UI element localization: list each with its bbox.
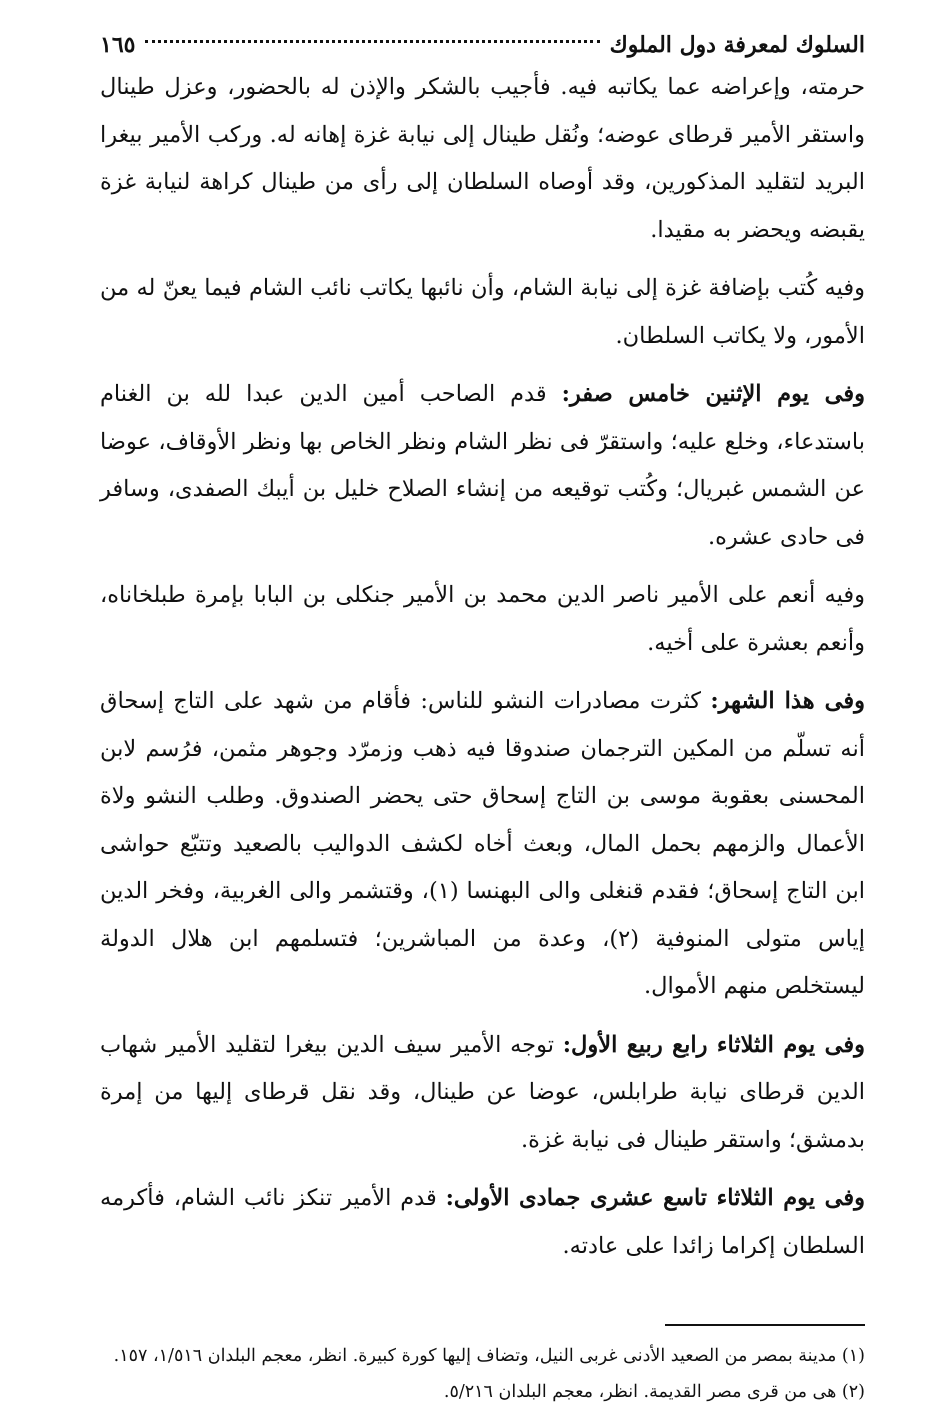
paragraph [100,678,865,1011]
paragraph-lead: وفى يوم الثلاثاء رابع ربيع الأول: [562,1031,865,1058]
footnote: (٢) هى من قرى مصر القديمة. انظر، معجم البلدان ٥/٢١٦. [443,1382,865,1402]
page-number: ١٦٥ [100,32,136,58]
footnote: (١) مدينة بمصر من الصعيد الأدنى غربى النيل، وتضاف إليها كورة كبيرة. انظر، معجم البلدان ١/٥١٦، ١٥٧. [113,1346,865,1366]
paragraph-text: قدم الصاحب أمين الدين عبدا لله بن الغنام باستدعاء، وخلع عليه؛ واستقرّ فى نظر الشام ونظر الخاص بها ونظر الأوقاف، عوضا عن الشمس غبريال؛ وكُتب توقيعه من إنشاء الصلاح خليل بن أيبك الصفدى، وسافر فى حادى عشره. [100,381,865,550]
book-page [100,26,865,1410]
paragraph [100,64,865,254]
paragraph-lead: وفى يوم الإثنين خامس صفر: [561,381,865,407]
paragraph [100,1175,865,1270]
leader-dots [145,40,599,43]
paragraph [100,265,865,360]
paragraph-text: حرمته، وإعراضه عما يكاتبه فيه. فأجيب بالشكر والإذن له بالحضور، وعزل طينال واستقر الأمير قرطاى عوضه؛ ونُقل طينال إلى نيابة غزة إهانه له. وركب الأمير بيغرا البريد لتقليد المذكورين، وقد أوصاه السلطان إلى رأى من طينال كراهة لنيابة غزة يقبضه ويحضر به مقيدا. [100,74,865,243]
footnote-separator [665,1324,865,1326]
paragraph-text: كثرت مصادرات النشو للناس: فأقام من شهد على التاج إسحاق أنه تسلّم من المكين الترجمان صندوقا فيه ذهب وزمرّد وجوهر مثمن، فرُسم لابن المحسنى بعقوبة موسى بن التاج إسحاق حتى يحضر الصندوق. وطلب النشو ولاة الأعمال والزمهم بحمل المال، وبعث أخاه لكشف الدواليب بالصعيد وتتبّع حواشى ابن التاج إسحاق؛ فقدم قنغلى والى البهنسا (١)، وقتشمر والى الغربية، وفخر الدين إياس متولى المنوفية (٢)، وعدة من المباشرين؛ فتسلمهم ابن هلال الدولة ليستخلص منهم الأموال. [100,688,865,999]
paragraph-text: قدم الأمير تنكز نائب الشام، فأكرمه السلطان إكراما زائدا على عادته. [100,1185,865,1259]
running-title: السلوك لمعرفة دول الملوك [609,32,865,58]
running-header [100,26,865,64]
paragraph [100,1022,865,1165]
paragraph-text: وفيه كُتب بإضافة غزة إلى نيابة الشام، وأن نائبها يكاتب نائب الشام فيما يعنّ له من الأمور، ولا يكاتب السلطان. [100,275,865,349]
paragraph-text: توجه الأمير سيف الدين بيغرا لتقليد الأمير شهاب الدين قرطاى نيابة طرابلس، عوضا عن طينال، وقد نقل قرطاى إليها من إمرة بدمشق؛ واستقر طينال فى نيابة غزة. [100,1031,865,1153]
paragraph-text: وفيه أنعم على الأمير ناصر الدين محمد بن الأمير جنكلى بن البابا بإمرة طبلخاناه، وأنعم بعشرة على أخيه. [100,582,865,656]
paragraph [100,371,865,561]
paragraph-lead: وفى يوم الثلاثاء تاسع عشرى جمادى الأولى: [445,1185,865,1211]
paragraph-lead: وفى هذا الشهر: [710,688,865,714]
paragraph [100,572,865,667]
